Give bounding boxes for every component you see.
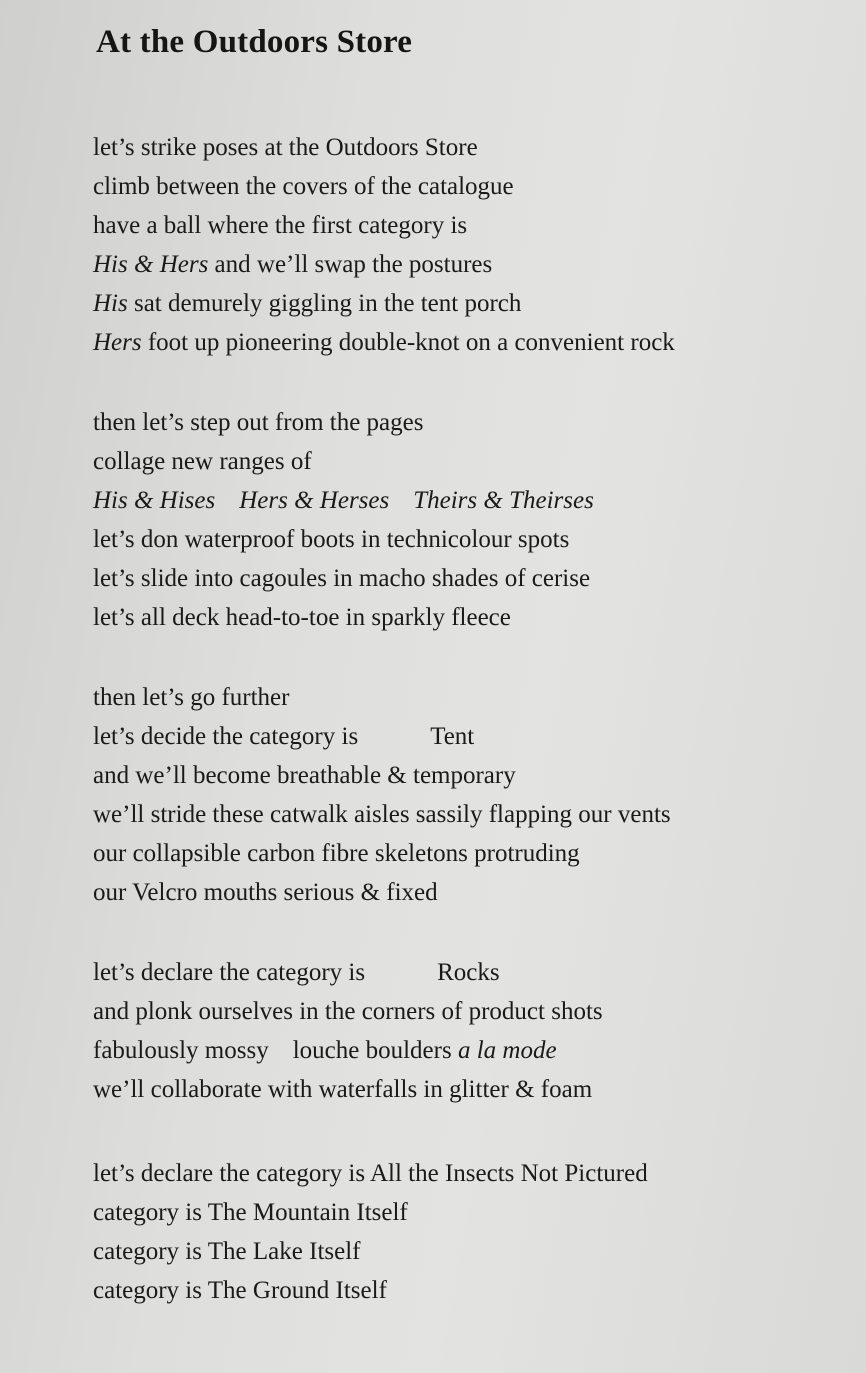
poem-line — [93, 717, 675, 756]
stanza-2 — [93, 403, 675, 637]
line-text: let’s declare the category is — [93, 959, 366, 986]
line-text: let’s decide the category is — [93, 723, 359, 750]
poem-line: collage new ranges of — [93, 448, 312, 475]
line-text: fabulously mossy — [93, 1037, 269, 1064]
poem-line: then let’s go further — [93, 684, 290, 711]
stanza-3 — [93, 678, 675, 912]
line-text: Rocks — [437, 959, 500, 986]
stanza-5 — [93, 1154, 675, 1310]
poem-line: let’s strike poses at the Outdoors Store — [93, 134, 478, 161]
line-text: and we’ll swap the postures — [208, 251, 493, 278]
italic-text: Hers — [93, 329, 142, 356]
poem-line: and we’ll become breathable & temporary — [93, 762, 516, 789]
poem-line: climb between the covers of the catalogue — [93, 173, 514, 200]
poem-line — [93, 1031, 675, 1070]
poem-line: have a ball where the first category is — [93, 212, 468, 239]
poem-line: our Velcro mouths serious & fixed — [93, 879, 438, 906]
italic-text: Hers — [159, 251, 209, 278]
poem-line: and plonk ourselves in the corners of product shots — [93, 998, 603, 1025]
poem-line: let’s all deck head-to-toe in sparkly fleece — [93, 604, 511, 631]
italic-text: & — [127, 251, 160, 278]
poem-line: category is The Lake Itself — [93, 1238, 361, 1265]
poem-body — [93, 128, 675, 1310]
poem-line: let’s slide into cagoules in macho shades of cerise — [93, 565, 591, 592]
poem-line — [93, 481, 675, 520]
stanza-break — [93, 637, 675, 678]
stanza-4 — [93, 953, 675, 1109]
line-text: Tent — [430, 723, 475, 750]
poem-line: then let’s step out from the pages — [93, 409, 424, 436]
line-text: louche boulders — [292, 1037, 458, 1064]
italic-text: His & Hises — [93, 487, 216, 514]
poem-line: we’ll stride these catwalk aisles sassily flapping our vents — [93, 801, 671, 828]
italic-text: a la mode — [457, 1037, 557, 1064]
poem-line: we’ll collaborate with waterfalls in glitter & foam — [93, 1076, 593, 1103]
stanza-break — [93, 912, 675, 953]
stanza-break — [93, 362, 675, 403]
poem-line — [93, 245, 675, 284]
poem-title: At the Outdoors Store — [96, 24, 413, 60]
poem-line: category is The Ground Itself — [93, 1277, 387, 1304]
line-text: sat demurely giggling in the tent porch — [127, 290, 522, 317]
stanza-break — [93, 1109, 675, 1154]
poem-line: let’s declare the category is All the Insects Not Pictured — [93, 1160, 648, 1187]
line-text: foot up pioneering double-knot on a convenient rock — [141, 329, 675, 356]
poem-line — [93, 284, 675, 323]
italic-text: His — [93, 290, 128, 317]
poem-line — [93, 323, 675, 362]
italic-text: His — [93, 251, 128, 278]
poem-line: our collapsible carbon fibre skeletons protruding — [93, 840, 580, 867]
poem-line: category is The Mountain Itself — [93, 1199, 408, 1226]
italic-text: Theirs & Theirses — [413, 487, 594, 514]
italic-text: Hers & Herses — [239, 487, 390, 514]
poem-line: let’s don waterproof boots in technicolour spots — [93, 526, 570, 553]
stanza-1 — [93, 128, 675, 362]
poem-line — [93, 953, 675, 992]
